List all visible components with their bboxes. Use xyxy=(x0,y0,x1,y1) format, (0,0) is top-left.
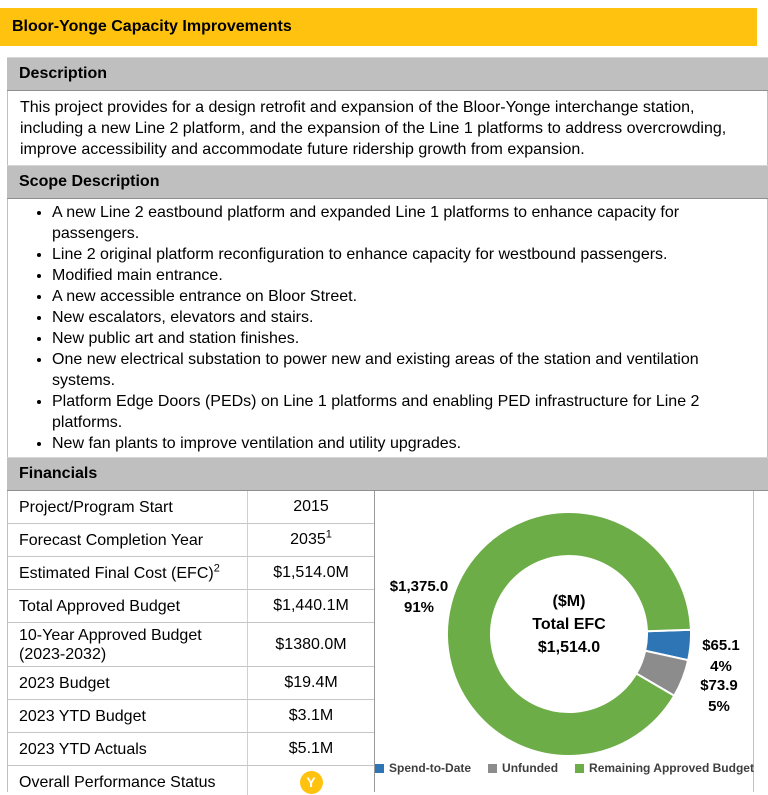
row-label: 10-Year Approved Budget (2023-2032) xyxy=(8,623,248,666)
legend-label: Unfunded xyxy=(502,761,559,775)
center-title: Total EFC xyxy=(532,616,606,633)
slice-value: $65.1 xyxy=(702,637,740,654)
legend-swatch-icon xyxy=(375,764,384,773)
table-row xyxy=(8,667,374,700)
scope-bullet: • New public art and station finishes. xyxy=(52,328,745,349)
table-row xyxy=(8,590,374,623)
table-row xyxy=(8,766,374,795)
scope-list xyxy=(8,202,767,454)
scope-bullet: • A new Line 2 eastbound platform and expanded Line 1 platforms to enhance capacity for passengers. xyxy=(52,202,745,244)
section-header-scope: Scope Description xyxy=(7,165,768,199)
donut-center-label xyxy=(499,590,639,659)
legend-item-spend-to-date xyxy=(375,761,471,775)
center-total: $1,514.0 xyxy=(537,639,601,656)
efc-donut-chart xyxy=(375,491,754,792)
legend-swatch-icon xyxy=(575,764,584,773)
slice-label-unfunded xyxy=(688,675,750,717)
description-text: This project provides for a design retrofit and expansion of the Bloor-Yonge interchange station, including a new Line 2 platform, and the expansion of the Line 1 platforms to address overcrowding, improve accessibility and accommodate future ridership growth from expansion. xyxy=(7,91,768,165)
table-row xyxy=(8,700,374,733)
table-row xyxy=(8,557,374,590)
row-value: $1380.0M xyxy=(275,635,347,653)
scope-section xyxy=(7,199,768,457)
scope-bullet: • Line 2 original platform reconfiguration to enhance capacity for westbound passengers. xyxy=(52,244,745,265)
table-row xyxy=(8,491,374,524)
row-label: Forecast Completion Year xyxy=(8,524,248,556)
table-row xyxy=(8,733,374,766)
slice-value: $1,375.0 xyxy=(389,578,449,595)
row-value: 2035$^1$ xyxy=(290,528,332,548)
row-value: $1,440.1M xyxy=(273,597,349,614)
row-label: Overall Performance Status xyxy=(8,766,248,795)
legend-swatch-icon xyxy=(488,764,497,773)
row-label: 2023 Budget xyxy=(8,667,248,699)
slice-label-spend-to-date xyxy=(692,635,750,677)
row-label: 2023 YTD Budget xyxy=(8,700,248,732)
legend-label: Spend-to-Date xyxy=(389,761,472,775)
scope-bullet: • New fan plants to improve ventilation and utility upgrades. xyxy=(52,433,745,454)
scope-bullet: • Platform Edge Doors (PEDs) on Line 1 platforms and enabling PED infrastructure for Line 2 platforms. xyxy=(52,391,745,433)
table-row xyxy=(8,524,374,557)
status-badge: Y xyxy=(300,771,323,794)
row-value: $5.1M xyxy=(288,740,334,757)
scope-bullet: • One new electrical substation to power new and existing areas of the station and ventilation systems. xyxy=(52,349,745,391)
row-value: 2015 xyxy=(293,498,329,515)
row-value xyxy=(248,766,374,795)
report-card xyxy=(7,57,768,792)
center-units: ($M) xyxy=(552,593,586,610)
scope-bullet: • New escalators, elevators and stairs. xyxy=(52,307,745,328)
slice-percent: 91% xyxy=(403,599,435,616)
chart-legend xyxy=(375,761,754,775)
slice-percent: 4% xyxy=(710,658,732,675)
slice-percent: 5% xyxy=(708,698,730,715)
financials-table xyxy=(8,491,375,792)
financials-panel xyxy=(7,491,768,792)
row-value: $19.4M xyxy=(284,674,338,691)
slice-label-remaining-budget xyxy=(377,576,461,618)
section-header-financials: Financials xyxy=(7,457,768,491)
scope-bullet: • A new accessible entrance on Bloor Street. xyxy=(52,286,745,307)
section-header-description: Description xyxy=(7,57,768,91)
scope-bullet: • Modified main entrance. xyxy=(52,265,745,286)
row-label: 2023 YTD Actuals xyxy=(8,733,248,765)
row-label: Estimated Final Cost (EFC)$^2$ xyxy=(8,557,248,589)
row-label: Total Approved Budget xyxy=(8,590,248,622)
legend-item-unfunded xyxy=(488,761,558,775)
row-value: $1,514.0M xyxy=(273,564,349,581)
legend-label: Remaining Approved Budget xyxy=(589,761,754,775)
page-title: Bloor-Yonge Capacity Improvements xyxy=(0,8,757,46)
slice-value: $73.9 xyxy=(700,677,738,694)
table-row xyxy=(8,623,374,667)
row-value: $3.1M xyxy=(288,707,334,724)
row-label: Project/Program Start xyxy=(8,491,248,523)
legend-item-remaining-approved-budget xyxy=(575,761,754,775)
